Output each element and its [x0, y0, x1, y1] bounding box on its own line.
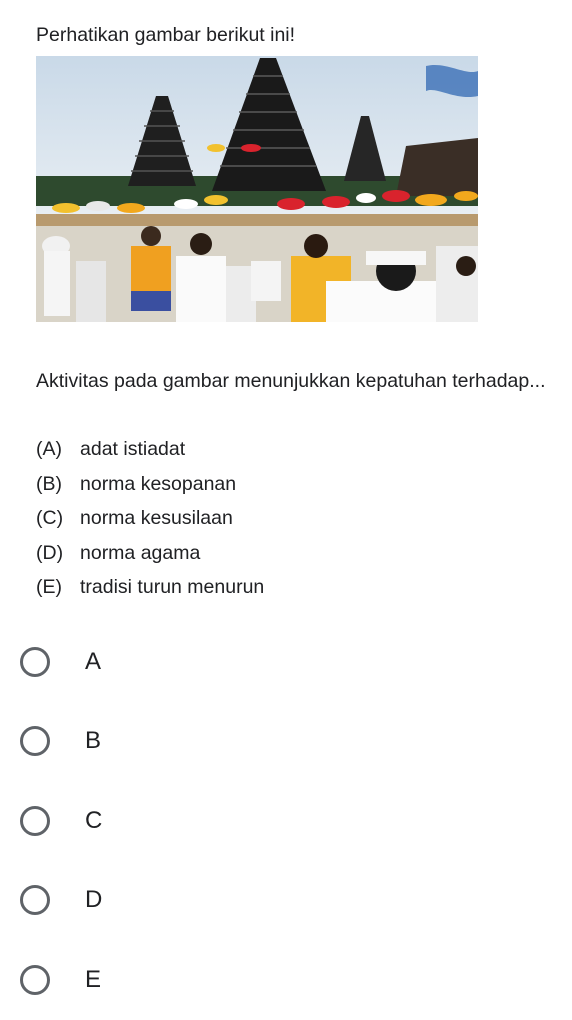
radio-button-b[interactable]	[20, 726, 50, 756]
choice-key: (B)	[36, 472, 62, 495]
choice-text: norma agama	[80, 541, 201, 564]
radio-option-d[interactable]	[20, 878, 102, 922]
choice-text: norma kesopanan	[80, 472, 237, 495]
choice-a	[36, 432, 264, 467]
choice-text: tradisi turun menurun	[80, 576, 265, 598]
radio-button-a[interactable]	[20, 647, 50, 677]
radio-label-b[interactable]: B	[85, 727, 102, 754]
radio-option-e[interactable]	[20, 958, 101, 1002]
radio-option-a[interactable]	[20, 640, 101, 684]
choice-text: norma kesusilaan	[80, 507, 233, 529]
question-prompt: Perhatikan gambar berikut ini!	[36, 24, 296, 46]
radio-label-e[interactable]: E	[85, 966, 102, 993]
radio-option-c[interactable]	[20, 799, 102, 843]
radio-button-d[interactable]	[20, 885, 50, 915]
question-text: Aktivitas pada gambar menunjukkan kepatuhan terhadap...	[36, 370, 546, 392]
choice-list	[36, 432, 264, 605]
choice-key: (D)	[36, 541, 64, 564]
choice-key: (A)	[36, 438, 62, 460]
radio-button-c[interactable]	[20, 806, 50, 836]
radio-label-a[interactable]: A	[85, 648, 102, 675]
temple-ceremony-image	[36, 56, 478, 322]
choice-e	[36, 570, 264, 605]
radio-button-e[interactable]	[20, 965, 50, 995]
choice-c	[36, 501, 264, 536]
radio-label-d[interactable]: D	[85, 886, 103, 913]
radio-option-b[interactable]	[20, 719, 101, 763]
choice-key: (E)	[36, 576, 62, 598]
radio-label-c[interactable]: C	[85, 807, 103, 834]
choice-d	[36, 536, 264, 571]
choice-b	[36, 467, 264, 502]
choice-key: (C)	[36, 507, 64, 529]
choice-text: adat istiadat	[80, 438, 186, 460]
